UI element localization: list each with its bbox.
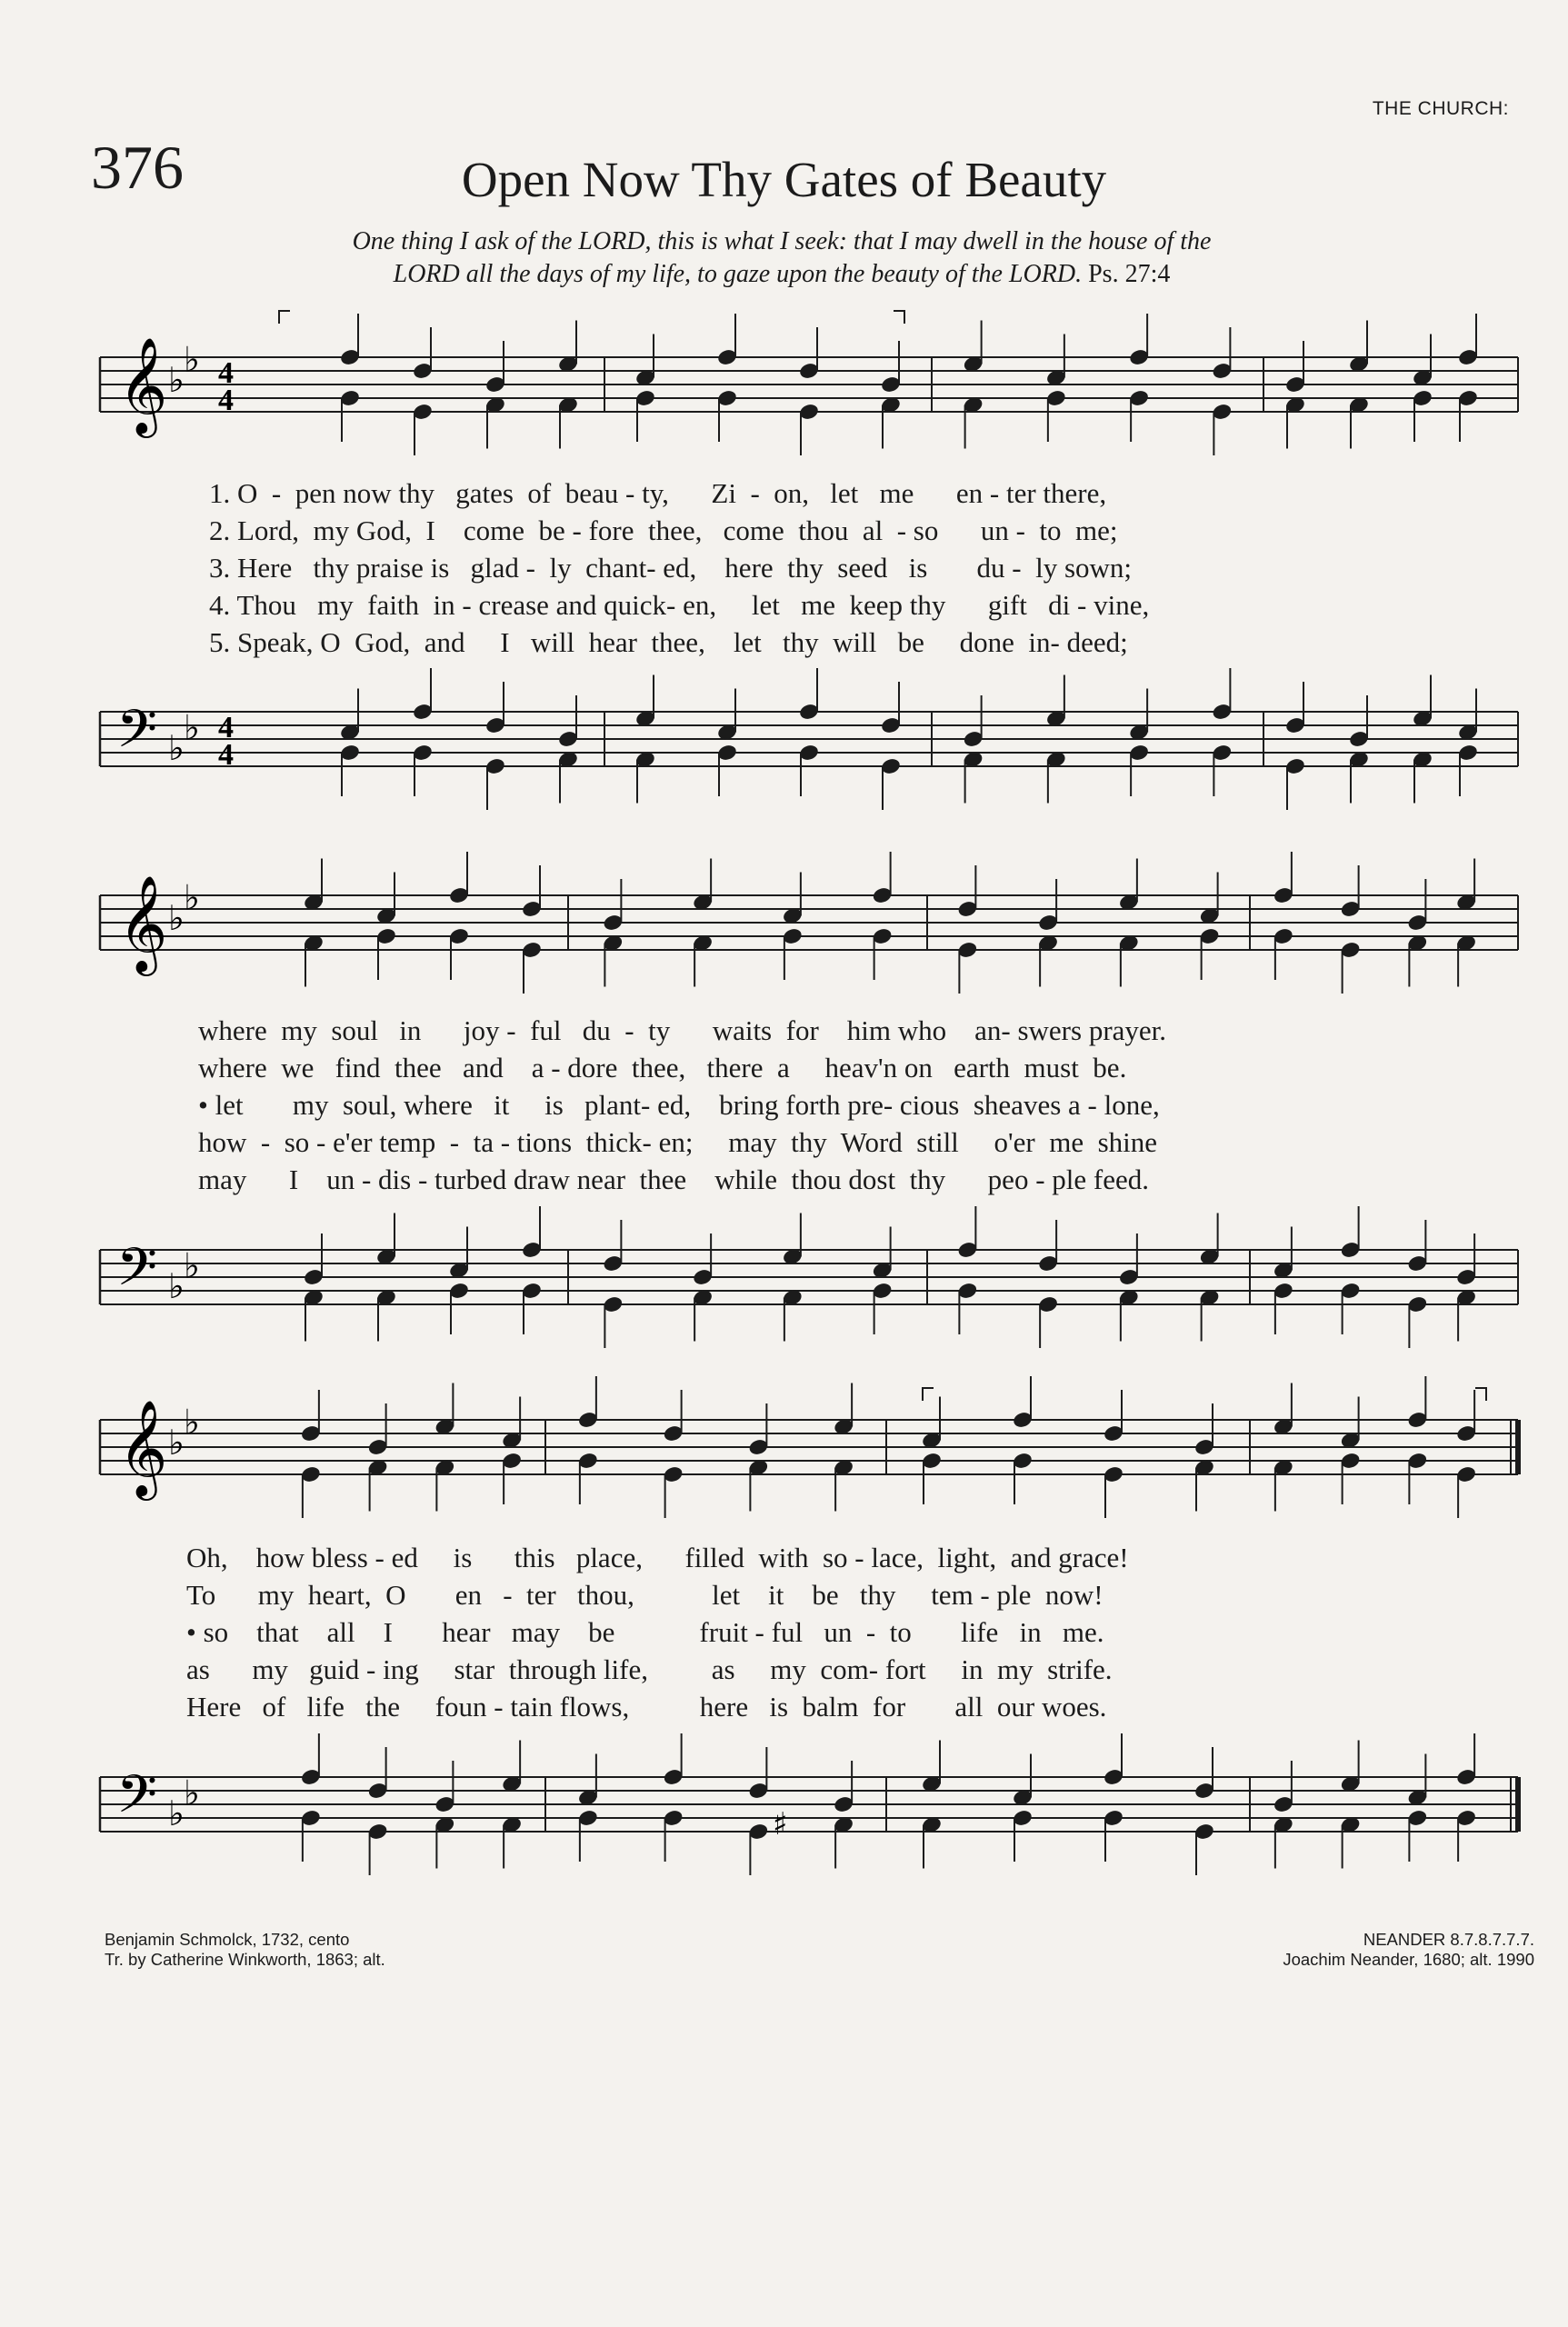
- bass-clef-icon: 𝄢: [116, 1763, 158, 1838]
- section-label: THE CHURCH:: [1372, 98, 1509, 119]
- lyric-line: as my guid - ing star through life, as my com- fort in my strife.: [186, 1653, 1113, 1685]
- lyrics-system-1: [209, 474, 1149, 661]
- lyric-line: how - so - e'er temp - ta - tions thick- en; may thy Word still o'er me shine: [198, 1126, 1158, 1158]
- lyric-line: • let my soul, where it is plant- ed, bring forth pre- cious sheaves a - lone,: [198, 1089, 1160, 1121]
- lyric-line: may I un - dis - turbed draw near thee while thou dost thy peo - ple feed.: [198, 1164, 1149, 1195]
- flat-icon: ♭: [168, 1793, 185, 1833]
- scripture-reference: Ps. 27:4: [1088, 260, 1171, 288]
- bass-clef-icon: 𝄢: [116, 698, 158, 773]
- lyric-line: To my heart, O en - ter thou, let it be thy tem - ple now!: [186, 1579, 1104, 1611]
- treble-clef-icon: 𝄞: [118, 336, 168, 434]
- phrase-bracket-end: [894, 311, 904, 324]
- flat-icon: ♭: [168, 1266, 185, 1306]
- epigraph-line-1: One thing I ask of the LORD, this is what I seek: that I may dwell in the house of the: [352, 227, 1212, 255]
- bass-clef-icon: 𝄢: [116, 1236, 158, 1311]
- phrase-bracket-start: [923, 1388, 934, 1401]
- time-signature-bottom: 4: [218, 738, 234, 772]
- sharp-icon: ♯: [773, 1806, 788, 1843]
- flat-icon: ♭: [184, 877, 200, 918]
- tune-composer: Joachim Neander, 1680; alt. 1990: [1283, 1950, 1534, 1969]
- text-credits: [105, 1930, 385, 1970]
- flat-icon: ♭: [168, 898, 185, 938]
- phrase-bracket-end: [1475, 1388, 1486, 1401]
- flat-icon: ♭: [184, 339, 200, 380]
- flat-icon: ♭: [184, 707, 200, 748]
- flat-icon: ♭: [168, 728, 185, 768]
- lyric-line: where we find thee and a - dore thee, there a heav'n on earth must be.: [198, 1052, 1127, 1084]
- lyric-line: 1. O - pen now thy gates of beau - ty, Zi - on, let me en - ter there,: [209, 477, 1107, 509]
- treble-clef-icon: 𝄞: [118, 874, 168, 972]
- lyrics-system-3: [186, 1539, 1129, 1725]
- treble-clef-icon: 𝄞: [118, 1399, 168, 1496]
- lyric-line: where my soul in joy - ful du - ty waits for him who an- swers prayer.: [198, 1014, 1167, 1046]
- lyric-line: 4. Thou my faith in - crease and quick- en, let me keep thy gift di - vine,: [209, 589, 1150, 621]
- epigraph-line-2-text: LORD all the days of my life, to gaze upon the beauty of the LORD.: [393, 260, 1083, 288]
- lyric-line: • so that all I hear may be fruit - ful un - to life in me.: [186, 1616, 1104, 1648]
- tune-name-meter: NEANDER 8.7.8.7.7.7.: [1363, 1930, 1534, 1949]
- lyric-line: 5. Speak, O God, and I will hear thee, let thy will be done in- deed;: [209, 626, 1128, 658]
- hymn-number: 376: [91, 133, 184, 202]
- lyric-line: 2. Lord, my God, I come be - fore thee, come thou al - so un - to me;: [209, 514, 1118, 546]
- time-signature-bottom: 4: [218, 384, 234, 417]
- phrase-bracket-start: [279, 311, 290, 324]
- flat-icon: ♭: [168, 360, 185, 400]
- hymn-title: Open Now Thy Gates of Beauty: [461, 152, 1107, 207]
- lyric-line: Oh, how bless - ed is this place, filled with so - lace, light, and grace!: [186, 1542, 1129, 1573]
- time-signature-top: 4: [218, 711, 234, 744]
- text-translator: Tr. by Catherine Winkworth, 1863; alt.: [105, 1950, 385, 1969]
- lyrics-system-2: [198, 1012, 1166, 1198]
- lyric-line: Here of life the foun - tain flows, here is balm for all our woes.: [186, 1691, 1107, 1723]
- tune-credits: [1283, 1930, 1534, 1970]
- lyric-line: 3. Here thy praise is glad - ly chant- ed, here thy seed is du - ly sown;: [209, 552, 1133, 584]
- flat-icon: ♭: [168, 1423, 185, 1463]
- flat-icon: ♭: [184, 1773, 200, 1813]
- text-author: Benjamin Schmolck, 1732, cento: [105, 1930, 350, 1949]
- flat-icon: ♭: [184, 1245, 200, 1286]
- flat-icon: ♭: [184, 1402, 200, 1443]
- time-signature-top: 4: [218, 356, 234, 390]
